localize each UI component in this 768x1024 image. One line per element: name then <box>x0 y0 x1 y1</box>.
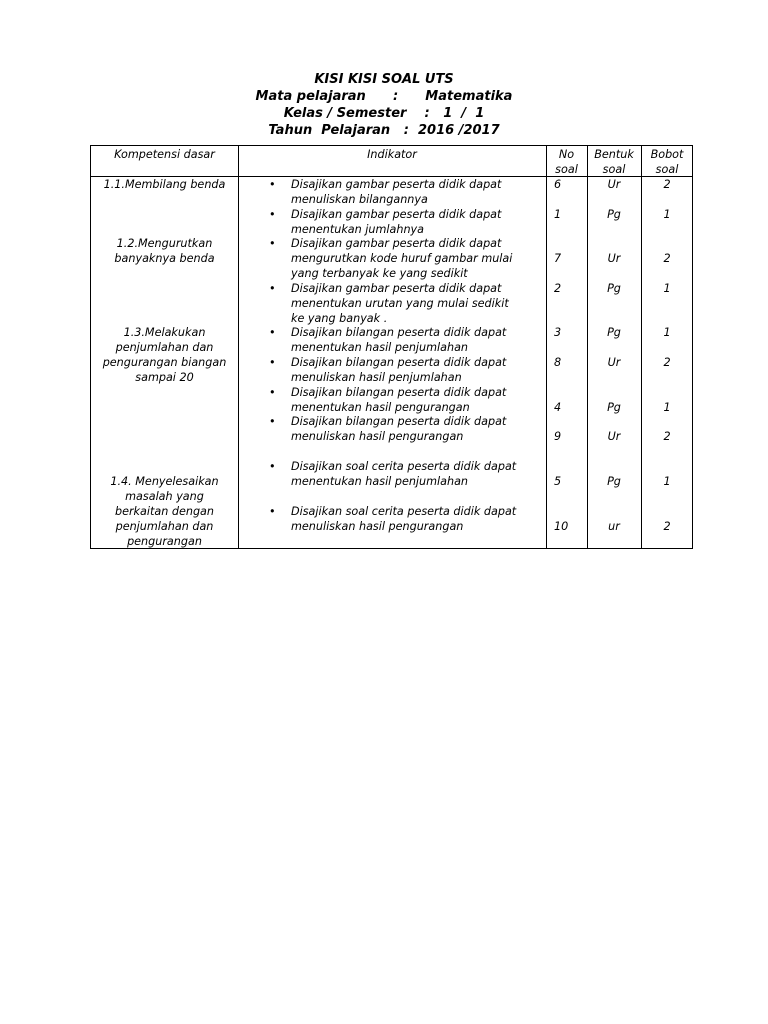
bullet-icon: • <box>269 356 276 369</box>
bullet-icon: • <box>269 505 276 518</box>
header-bentuk-soal: Bentuk soal <box>594 148 634 176</box>
bullet-icon: • <box>269 282 276 295</box>
bentuk-soal-cell: Ur <box>607 178 621 191</box>
bullet-icon: • <box>269 386 276 399</box>
kompetensi-1-4: 1.4. Menyelesaikan masalah yang berkaitan dengan penjumlahan dan pengurangan <box>110 475 219 548</box>
header-no-soal: No soal <box>555 148 578 176</box>
bentuk-soal-cell: Pg <box>607 326 621 339</box>
indikator-item: Disajikan soal cerita peserta didik dapat menentukan hasil penjumlahan <box>291 460 517 488</box>
no-soal-cell: 3 <box>554 326 562 339</box>
bobot-soal-cell: 1 <box>663 475 671 488</box>
bobot-soal-cell: 2 <box>663 430 671 443</box>
bentuk-soal-cell: Ur <box>607 430 621 443</box>
header-bobot-soal: Bobot soal <box>650 148 684 176</box>
indikator-item: Disajikan gambar peserta didik dapat menuliskan bilangannya <box>291 178 502 206</box>
indikator-item: Disajikan gambar peserta didik dapat menentukan jumlahnya <box>291 208 502 236</box>
indikator-item: Disajikan bilangan peserta didik dapat menuliskan hasil pengurangan <box>291 415 507 443</box>
bentuk-soal-cell: Pg <box>607 401 621 414</box>
no-soal-cell: 8 <box>554 356 562 369</box>
no-soal-cell: 9 <box>554 430 562 443</box>
no-soal-cell: 7 <box>554 252 562 265</box>
indikator-item: Disajikan bilangan peserta didik dapat menentukan hasil penjumlahan <box>291 326 507 354</box>
bullet-icon: • <box>269 415 276 428</box>
bobot-soal-cell: 2 <box>663 252 671 265</box>
bobot-soal-cell: 1 <box>663 208 671 221</box>
kisi-kisi-table <box>90 145 693 549</box>
bentuk-soal-cell: Pg <box>607 208 621 221</box>
no-soal-cell: 10 <box>554 520 569 533</box>
bentuk-soal-cell: Pg <box>607 282 621 295</box>
bentuk-soal-cell: Ur <box>607 356 621 369</box>
subject-line: Mata pelajaran : Matematika <box>255 89 513 104</box>
class-semester-line: Kelas / Semester : 1 / 1 <box>283 106 485 121</box>
bullet-icon: • <box>269 237 276 250</box>
bobot-soal-cell: 1 <box>663 401 671 414</box>
indikator-item: Disajikan gambar peserta didik dapat mengurutkan kode huruf gambar mulai yang terbanyak ke yang sedikit <box>291 237 513 280</box>
bentuk-soal-cell: ur <box>608 520 620 533</box>
indikator-item: Disajikan bilangan peserta didik dapat menuliskan hasil penjumlahan <box>291 356 507 384</box>
document-title: KISI KISI SOAL UTS <box>314 72 454 87</box>
indikator-item: Disajikan soal cerita peserta didik dapat menuliskan hasil pengurangan <box>291 505 517 533</box>
column-divider <box>546 146 547 548</box>
academic-year-line: Tahun Pelajaran : 2016 /2017 <box>268 123 500 138</box>
header-indikator: Indikator <box>367 148 417 161</box>
header-kompetensi-dasar: Kompetensi dasar <box>114 148 215 161</box>
no-soal-cell: 5 <box>554 475 562 488</box>
bullet-icon: • <box>269 460 276 473</box>
kompetensi-1-3: 1.3.Melakukan penjumlahan dan pengurangan biangan sampai 20 <box>102 326 227 384</box>
bullet-icon: • <box>269 208 276 221</box>
no-soal-cell: 2 <box>554 282 562 295</box>
bentuk-soal-cell: Pg <box>607 475 621 488</box>
bentuk-soal-cell: Ur <box>607 252 621 265</box>
bobot-soal-cell: 2 <box>663 520 671 533</box>
bobot-soal-cell: 1 <box>663 282 671 295</box>
bobot-soal-cell: 2 <box>663 178 671 191</box>
kompetensi-1-2: 1.2.Mengurutkan banyaknya benda <box>114 237 215 265</box>
column-divider <box>238 146 239 548</box>
bullet-icon: • <box>269 178 276 191</box>
bobot-soal-cell: 2 <box>663 356 671 369</box>
no-soal-cell: 6 <box>554 178 562 191</box>
indikator-item: Disajikan bilangan peserta didik dapat menentukan hasil pengurangan <box>291 386 507 414</box>
bobot-soal-cell: 1 <box>663 326 671 339</box>
bullet-icon: • <box>269 326 276 339</box>
kompetensi-1-1: 1.1.Membilang benda <box>103 178 226 191</box>
no-soal-cell: 4 <box>554 401 562 414</box>
indikator-item: Disajikan gambar peserta didik dapat menentukan urutan yang mulai sedikit ke yang banyak . <box>291 282 509 325</box>
no-soal-cell: 1 <box>554 208 562 221</box>
